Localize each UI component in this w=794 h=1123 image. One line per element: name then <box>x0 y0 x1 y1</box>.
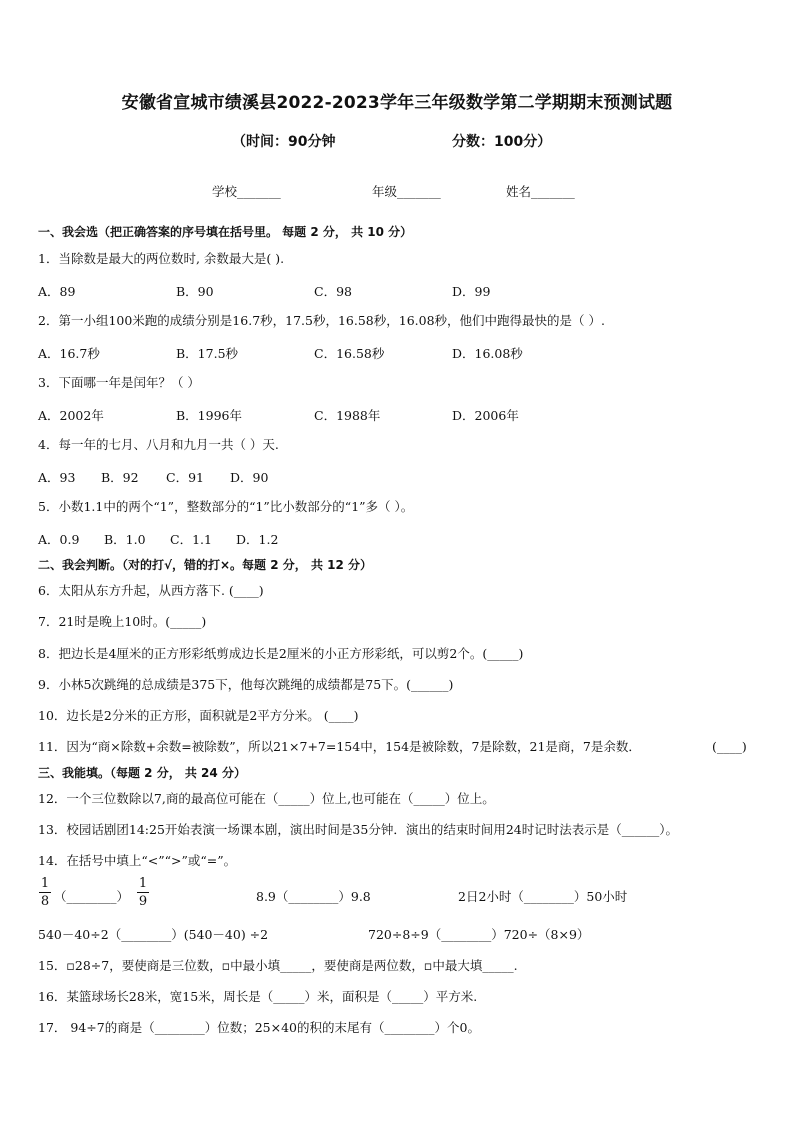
question-9: 9．小林5次跳绳的总成绩是375下，他每次跳绳的成绩都是75下。(______) <box>38 677 454 692</box>
school-field: 学校_______ <box>212 184 281 199</box>
q2-option-b: B．17.5秒 <box>176 346 239 361</box>
question-8: 8．把边长是4厘米的正方形彩纸剪成边长是2厘米的小正方形彩纸，可以剪2个。(_____) <box>38 646 524 661</box>
q14-item-c: 2日2小时（________）50小时 <box>458 889 628 904</box>
q3-option-c: C．1988年 <box>314 408 381 423</box>
question-1: 1．当除数是最大的两位数时, 余数最大是( ). <box>38 251 285 266</box>
q3-option-a: A．2002年 <box>38 408 104 423</box>
q5-option-a: A．0.9 <box>38 532 80 547</box>
question-16: 16．某篮球场长28米，宽15米，周长是（_____）米，面积是（_____）平方米. <box>38 989 478 1004</box>
question-11: 11．因为“商×除数+余数=被除数”，所以21×7+7=154中，154是被除数，7是除数，21是商，7是余数． <box>38 739 641 754</box>
q14-blank-a: （________） <box>54 889 130 904</box>
q5-option-c: C．1.1 <box>170 532 212 547</box>
question-6: 6．太阳从东方升起，从西方落下. (____) <box>38 583 264 598</box>
q1-option-b: B．90 <box>176 284 214 299</box>
section-heading-judge: 二、我会判断。（对的打√，错的打×。每题 2 分， 共 12 分） <box>38 558 372 572</box>
q2-option-a: A．16.7秒 <box>38 346 100 361</box>
q14-item-d: 540－40÷2（________）(540－40) ÷2 <box>38 927 269 942</box>
question-12: 12．一个三位数除以7,商的最高位可能在（_____）位上,也可能在（_____）位上。 <box>38 791 495 806</box>
q4-option-d: D．90 <box>230 470 269 485</box>
q5-option-d: D．1.2 <box>236 532 279 547</box>
q4-option-b: B．92 <box>101 470 139 485</box>
q1-option-d: D．99 <box>452 284 491 299</box>
q2-option-d: D．16.08秒 <box>452 346 523 361</box>
fraction-one-eighth: 1 8 <box>40 876 50 909</box>
exam-score: 分数：100分） <box>452 134 552 150</box>
q4-option-a: A．93 <box>38 470 76 485</box>
q5-option-b: B．1.0 <box>104 532 146 547</box>
question-10: 10．边长是2分米的正方形，面积就是2平方分米。 (____) <box>38 708 359 723</box>
fraction-one-ninth: 1 9 <box>138 876 148 909</box>
question-15: 15．▫28÷7，要使商是三位数，▫中最小填_____，要使商是两位数，▫中最大填_____. <box>38 958 518 973</box>
q3-option-b: B．1996年 <box>176 408 242 423</box>
exam-title: 安徽省宣城市绩溪县2022-2023学年三年级数学第二学期期末预测试题 <box>121 93 673 113</box>
grade-field: 年级_______ <box>372 184 441 199</box>
exam-time: （时间：90分钟 <box>232 134 336 150</box>
q14-item-b: 8.9（________）9.8 <box>256 889 371 904</box>
question-7: 7．21时是晚上10时。(_____) <box>38 614 207 629</box>
question-3: 3．下面哪一年是闰年？（ ） <box>38 375 200 390</box>
q2-option-c: C．16.58秒 <box>314 346 385 361</box>
question-2: 2．第一小组100米跑的成绩分别是16.7秒，17.5秒，16.58秒，16.08秒，他们中跑得最快的是（ ）. <box>38 313 605 328</box>
question-17: 17． 94÷7的商是（________）位数；25×40的积的末尾有（________）个0。 <box>38 1020 480 1035</box>
q1-option-c: C．98 <box>314 284 352 299</box>
section-heading-fill: 三、我能填。（每题 2 分， 共 24 分） <box>38 766 246 780</box>
q14-item-e: 720÷8÷9（________）720÷（8×9） <box>368 927 590 942</box>
name-field: 姓名_______ <box>506 184 575 199</box>
question-13: 13．校园话剧团14:25开始表演一场课本剧，演出时间是35分钟．演出的结束时间用24时记时法表示是（______）。 <box>38 822 678 837</box>
q3-option-d: D．2006年 <box>452 408 519 423</box>
q4-option-c: C．91 <box>166 470 204 485</box>
question-14: 14．在括号中填上“<”“>”或“=”。 <box>38 853 237 868</box>
question-4: 4．每一年的七月、八月和九月一共（ ）天. <box>38 437 279 452</box>
question-5: 5．小数1.1中的两个“1”，整数部分的“1”比小数部分的“1”多（ ）。 <box>38 499 414 514</box>
q1-option-a: A．89 <box>38 284 76 299</box>
question-11-blank: (____) <box>712 739 747 754</box>
section-heading-choice: 一、我会选（把正确答案的序号填在括号里。 每题 2 分， 共 10 分） <box>38 225 413 239</box>
